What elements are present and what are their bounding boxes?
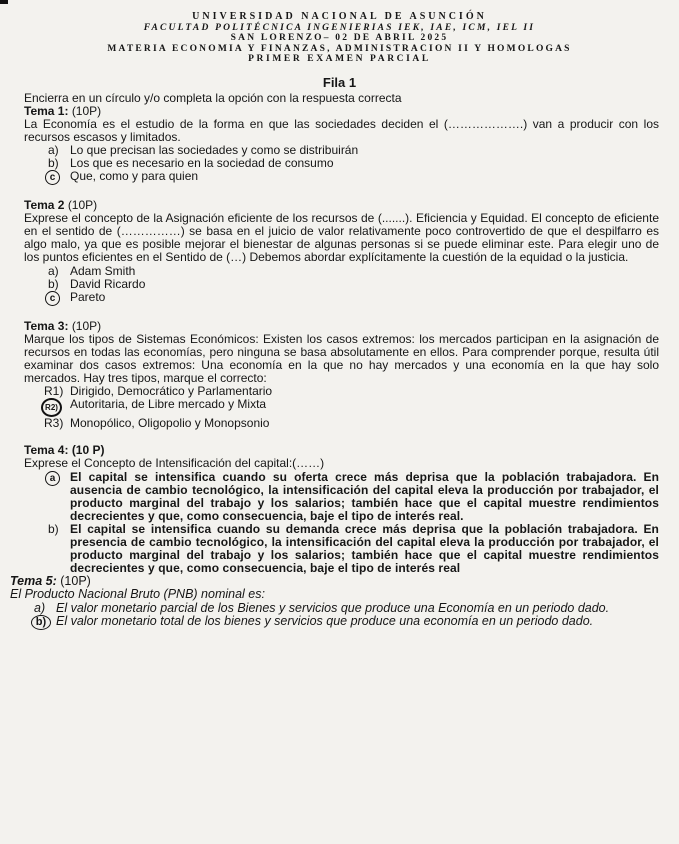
option-text: El valor monetario total de los bienes y servicios que produce una economía en un periodo dado.	[56, 613, 594, 628]
option-text: Monopólico, Oligopolio y Monopsonio	[70, 416, 270, 431]
tema2-option-a[interactable]	[24, 265, 659, 278]
tema5-prompt: El Producto Nacional Bruto (PNB) nominal es:	[10, 587, 265, 602]
tema4-title: Tema 4:	[24, 443, 69, 458]
circled-answer-mark: a	[45, 471, 60, 486]
instruction-text: Encierra en un círculo y/o completa la opción con la respuesta correcta	[24, 90, 402, 105]
option-marker: a)	[48, 263, 59, 278]
tema1-points: (10P)	[71, 103, 102, 118]
option-marker: R3)	[44, 416, 64, 431]
header-exam-title: PRIMER EXAMEN PARCIAL	[248, 54, 431, 64]
tema1-heading	[24, 105, 659, 118]
tema3-points: (10P)	[71, 318, 102, 333]
exam-header	[0, 0, 679, 65]
option-text: Dirigido, Democrático y Parlamentario	[70, 384, 273, 399]
tema5-section	[10, 575, 659, 629]
option-text: Adam Smith	[70, 263, 136, 278]
page-corner-mark	[0, 0, 8, 4]
tema2-option-b[interactable]	[24, 278, 659, 291]
tema3-title: Tema 3:	[24, 318, 69, 333]
tema4-prompt: Exprese el Concepto de Intensificación del capital:(……)	[24, 456, 325, 471]
option-marker: b)	[48, 276, 59, 291]
tema1-prompt: La Economía es el estudio de la forma en que las sociedades deciden el (……………….) van a producir con los recursos escasos y limitados.	[24, 116, 659, 144]
option-marker: b)	[48, 155, 59, 170]
tema1-option-c[interactable]	[24, 170, 659, 185]
option-text: El capital se intensifica cuando su demanda crece más deprisa que la población trabajadora. En presencia de cambio tecnológico, la intensificación del capital eleva la producción por trabajador, el producto marginal del trabajo y los salarios; también hace que el capital muestre rendimientos decrecientes y que, como consecuencia, baje el tipo de interés real	[70, 521, 659, 576]
circled-answer-mark: R2)	[41, 398, 62, 417]
option-text: Pareto	[70, 289, 106, 304]
circled-answer-mark: b)	[31, 615, 51, 630]
tema2-prompt: Exprese el concepto de la Asignación eficiente de los recursos de (.......). Eficiencia y Equidad. El concepto de eficiente en el sentido de (……………) se basa en el juicio de valor relativamente poco controvertido de que el despilfarro es algo malo, ya que es posible mejorar el bienestar de algunas personas si se puede eliminar este. Para elegir uno de los puntos eficientes en el Sentido de (…) Debemos abordar explícitamente la cuestión de la equidad o la justicia.	[24, 211, 659, 265]
option-text: Que, como y para quien	[70, 169, 199, 184]
header-faculty: FACULTAD POLITÉCNICA INGENIERIAS IEK, IAE, ICM, IEL II	[143, 22, 536, 33]
option-marker: R1)	[44, 384, 64, 399]
option-text: Lo que precisan las sociedades y como se distribuirán	[70, 142, 359, 157]
tema3-option-r2[interactable]	[24, 398, 659, 417]
circled-answer-mark: c	[45, 170, 60, 185]
circled-answer-mark: c	[45, 291, 60, 306]
tema4-points: (10 P)	[71, 443, 105, 458]
header-subject: MATERIA ECONOMIA Y FINANZAS, ADMINISTRACION II Y HOMOLOGAS	[107, 43, 572, 54]
tema5-title: Tema 5:	[10, 574, 57, 589]
tema5-option-b[interactable]	[10, 615, 659, 630]
tema1-option-a[interactable]	[24, 144, 659, 157]
header-university: UNIVERSIDAD NACIONAL DE ASUNCIÓN	[192, 11, 487, 22]
option-text: El capital se intensifica cuando su oferta crece más deprisa que la población trabajadora. En ausencia de cambio tecnológico, la intensificación del capital eleva la producción por trabajador, el producto marginal del trabajo y los salarios; también hace que el capital muestre rendimientos decrecientes y que, como consecuencia, baje el tipo de interés real.	[70, 469, 659, 523]
tema3-option-r3[interactable]	[24, 417, 659, 430]
tema2-option-c[interactable]	[24, 291, 659, 306]
option-marker: b)	[48, 521, 59, 536]
tema3-prompt: Marque los tipos de Sistemas Económicos: Existen los casos extremos: los mercados participan en la asignación de recursos en todas las economías, pero ninguna se basa absolutamente en ellos. Para comprender porque, resulta útil examinar dos casos extremos: Una economía en la que no hay mercados y una economía en la que hay solo mercados. Hay tres tipos, marque el correcto:	[24, 331, 659, 386]
option-text: David Ricardo	[70, 276, 146, 291]
tema3-heading	[24, 320, 659, 333]
tema4-option-a[interactable]	[24, 471, 659, 523]
option-marker: a)	[48, 142, 59, 157]
tema5-option-a[interactable]	[10, 602, 659, 615]
fila-heading: Fila 1	[322, 74, 357, 90]
header-location-date: SAN LORENZO– 02 DE ABRIL 2025	[230, 33, 449, 43]
option-text: Los que es necesario en la sociedad de consumo	[70, 155, 334, 170]
tema2-title: Tema 2	[24, 198, 65, 213]
option-text: Autoritaria, de Libre mercado y Mixta	[70, 397, 267, 412]
exam-body	[0, 92, 679, 630]
option-text: El valor monetario parcial de los Bienes y servicios que produce una Economía en un periodo dado.	[56, 600, 610, 615]
tema4-option-b[interactable]	[24, 523, 659, 575]
tema2-points: (10P)	[67, 198, 98, 213]
tema1-title: Tema 1:	[24, 103, 69, 118]
tema5-points: (10P)	[60, 574, 91, 589]
option-marker: a)	[34, 600, 46, 615]
